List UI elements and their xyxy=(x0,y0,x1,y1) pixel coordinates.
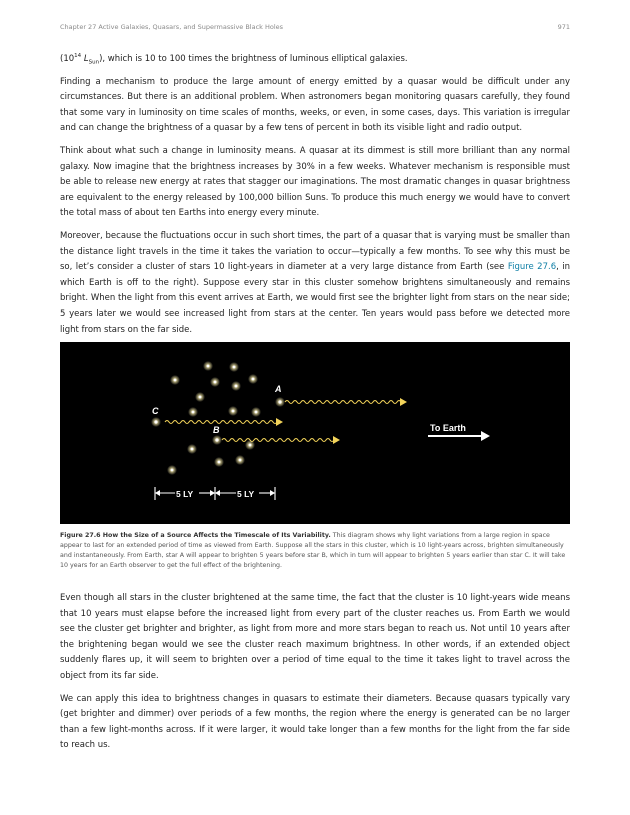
light-wave-c xyxy=(165,421,277,424)
scale-arrow-left-1 xyxy=(155,490,160,496)
scale-arrow-left-2 xyxy=(215,490,220,496)
paragraph-0: ($10^{14}$ $L_{Sun}$), which is 10 to 100 times the brightness of luminous elliptical galaxies. xyxy=(60,53,408,66)
paragraph-2: Think about what such a change in luminosity means. A quasar at its dimmest is still more brilliant than any normal galaxy. Now imagine that the brightness increases by 30% in a few weeks. Whatever mechanism is responsible must be able to release new energy at rates that stagger our imaginations. The most dramatic changes in quasar brightness are equivalent to the energy released by 100,000 billion Suns. To produce this much energy we would have to convert the total mass of about ten Earths into energy every minute. xyxy=(60,145,570,219)
figure-27-6 xyxy=(60,342,570,524)
light-wave-b xyxy=(222,439,334,442)
chapter-title: Chapter 27 Active Galaxies, Quasars, and Supermassive Black Holes xyxy=(60,23,284,31)
star-cluster-diagram xyxy=(60,342,570,524)
light-arrowhead-b xyxy=(333,436,340,444)
paragraph-5: We can apply this idea to brightness changes in quasars to estimate their diameters. Because quasars typically vary (get brighter and dimmer) over periods of a few months, the region where the energy is generated can be no larger than a few light-months across. If it were larger, it would take longer than a few months for the light from the far side to reach us. xyxy=(60,693,570,751)
light-arrowhead-a xyxy=(400,398,407,406)
paragraph-1: Finding a mechanism to produce the large amount of energy emitted by a quasar would be difficult under any circumstances. But there is an additional problem. When astronomers began monitoring quasars carefully, they found that some vary in luminosity on time scales of months, weeks, or even, in some cases, days. This variation is irregular and can change the brightness of a quasar by a few tens of percent in both its visible light and radio output. xyxy=(60,76,570,134)
paragraph-3: Moreover, because the fluctuations occur in such short times, the part of a quasar that is varying must be smaller than the distance light travels in the time it takes the variation to occur—typically a few months. To see why this must be so, let’s consider a cluster of stars 10 light-years in diameter at a very large distance from Earth (see Figure 27.6, in which Earth is off to the right). Suppose every star in this cluster somehow brightens simultaneously and remains bright. When the light from this event arrives at Earth, we would first see the brighter light from stars on the near side; 5 years later we would see increased light from stars at the center. Ten years would pass before we detected more light from stars on the far side. xyxy=(60,230,570,335)
text-block-top xyxy=(60,52,570,345)
scale-label-left: 5 LY xyxy=(176,489,194,499)
star-label-b: B xyxy=(213,425,220,435)
scale-arrow-right-2 xyxy=(270,490,275,496)
scale-arrow-right-1 xyxy=(210,490,215,496)
page-number: 971 xyxy=(557,23,570,31)
paragraph-4: Even though all stars in the cluster brightened at the same time, the fact that the cluster is 10 light-years wide means that 10 years must elapse before the increased light from every part of the cluster reaches us. From Earth we would see the cluster get brighter and brighter, as light from more and more stars began to reach us. Not until 10 years after the brightening began would we see the cluster reach maximum brightness. In other words, if an extended object suddenly flares up, it will seem to brighten over a period of time equal to the time it takes light to travel across the object from its far side. xyxy=(60,593,570,681)
caption-label: Figure 27.6 How the Size of a Source Affects the Timescale of Its Variability. xyxy=(60,532,331,539)
cluster-stars xyxy=(151,361,285,475)
star-label-c: C xyxy=(152,406,159,416)
figure-link[interactable]: Figure 27.6 xyxy=(507,262,557,273)
to-earth-label: To Earth xyxy=(430,423,466,433)
to-earth-arrowhead xyxy=(481,431,490,441)
star-label-a: A xyxy=(275,384,282,394)
light-wave-a xyxy=(285,401,401,404)
text-block-bottom xyxy=(60,591,570,761)
scale-bar xyxy=(155,487,275,500)
figure-caption xyxy=(60,531,570,571)
scale-label-right: 5 LY xyxy=(237,489,255,499)
caption-text: This diagram shows why light variations from a large region in space appear to last for an extended period of time as viewed from Earth. Suppose all the stars in this cluster, which is 10 light-years across, brighten simultaneously and instantaneously. From Earth, star A will appear to brighten 5 years before star B, which in turn will appear to brighten 5 years earlier than star C. It will take 10 years for an Earth observer to get the full effect of the brightening. xyxy=(60,532,566,569)
light-arrowhead-c xyxy=(276,418,283,426)
page-header xyxy=(60,23,570,35)
